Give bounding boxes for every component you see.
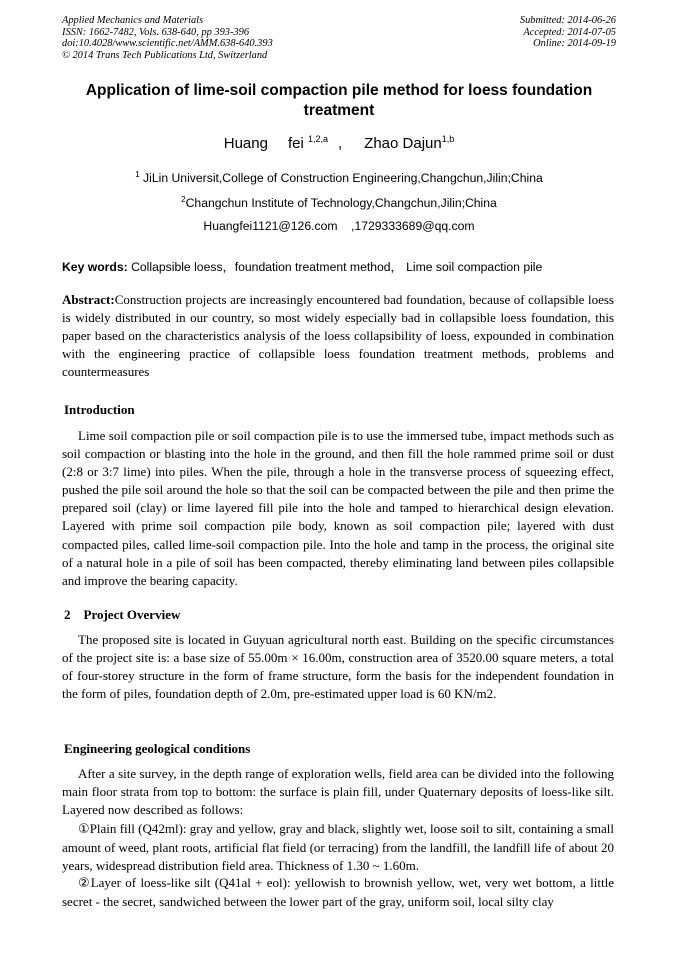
geo-paragraph: After a site survey, in the depth range of exploration wells, field area can be divided into the following main floor strata from top to bottom: the surface is plain fill, under Quaternary deposits of loess-like silt. Layered now described as follows: (62, 766, 614, 818)
emails: Huangfei1121@126.com ,1729333689@qq.com (203, 219, 475, 233)
aff1-sup: 1 (135, 170, 140, 179)
author1-first: Huang (223, 135, 268, 152)
online-date: Online: 2014-09-19 (533, 38, 616, 50)
doi-line: doi:10.4028/www.scientific.net/AMM.638-640.393 (62, 38, 273, 50)
paper-title: Application of lime-soil compaction pile method for loess foundation treatment (85, 82, 593, 119)
journal-info (62, 15, 273, 61)
item2-number: ② (78, 876, 91, 891)
author2-sup: 1,b (441, 134, 455, 144)
intro-paragraph: Lime soil compaction pile or soil compaction pile is to use the immersed tube, impact methods such as soil compaction or blasting into the hole in the ground, and then fill the hole rammed prime soil or dust (2:8 or 3:7 lime) into piles. When the pile, through a hole in the transverse process of squeezing effect, pushed the pile soil around the hole so that the soil can be compacted between the pile and then prime the prepared soil (clay) or lime layered fill pile into the hole and tamped to hierarchical design elevation. Layered with prime soil compaction pile body, known as soil compaction pile; layered with dust compacted piles, called lime-soil compaction pile. Into the hole and tamp in the process, the original site of a natural hole in a pile of soil has been compacted, thereby eliminating land between piles collapsible and improve the bearing capacity. (62, 428, 614, 588)
author1-sup: 1,2,a (307, 134, 328, 144)
aff1-text: JiLin Universit,College of Construction Engineering,Changchun,Jilin;China (139, 171, 543, 186)
journal-name: Applied Mechanics and Materials (62, 15, 204, 26)
item1-text: Plain fill (Q42ml): gray and yellow, gray and black, slightly wet, loose soil to silt, containing a small amount of weed, plant roots, artificial flat field (or terracing) from the landfill, the landfill life of about 20 years, widespread distribution field area. Thickness of 1.30 ~ 1.60m. (62, 821, 614, 874)
accepted-date: Accepted: 2014-07-05 (523, 26, 616, 38)
item2-text: Layer of loess-like silt (Q41al + eol): yellowish to brownish yellow, wet, very wet bottom, a little secret - the secret, sandwiched between the lower part of the gray, uniform soil, local silty clay (62, 875, 614, 910)
abstract (62, 291, 614, 381)
project-paragraph: The proposed site is located in Guyuan agricultural north east. Building on the specific circumstances of the project site is: a base size of 55.00m × 16.00m, construction area of 3520.00 square meters, a total of four-storey structure in the form of frame structure, form the basis for the independent foundation in the form of piles, foundation depth of 2.0m, pre-estimated upper load is 60 KN/m2. (62, 632, 614, 702)
affiliation-1 (62, 170, 616, 185)
dates-info (520, 15, 616, 50)
keywords (62, 258, 616, 275)
aff2-sup: 2 (181, 195, 186, 204)
item1-number: ① (78, 822, 90, 837)
copyright-line: © 2014 Trans Tech Publications Ltd, Switzerland (62, 49, 268, 61)
geo-item-2 (62, 874, 614, 911)
geo-item-1 (62, 820, 614, 875)
affiliation-2 (62, 195, 616, 210)
intro-heading: Introduction (64, 402, 135, 417)
project-heading: 2 Project Overview (64, 607, 181, 622)
geo-heading: Engineering geological conditions (64, 741, 251, 756)
keywords-text: Collapsible loess，foundation treatment method， Lime soil compaction pile (127, 260, 543, 274)
author-separator: , (338, 135, 343, 152)
abstract-label: Abstract: (62, 292, 115, 307)
author1-last: fei (287, 135, 304, 152)
author2-name: Zhao Dajun (364, 135, 442, 152)
submitted-date: Submitted: 2014-06-26 (519, 15, 616, 26)
issn-line: ISSN: 1662-7482, Vols. 638-640, pp 393-396 (62, 26, 250, 38)
aff2-text: Changchun Institute of Technology,Changchun,Jilin;China (185, 196, 497, 211)
keywords-label: Key words: (62, 260, 128, 274)
author-line (62, 134, 616, 152)
abstract-text: Construction projects are increasingly encountered bad foundation, because of collapsible loess is widely distributed in our country, so most widely especially bad in collapsible loess foundation, this paper based on the characteristics analysis of the loess collapsibility of loess, expounded in combination with the engineering practice of collapsible loess foundation treatment methods, problems and countermeasures (62, 292, 614, 380)
